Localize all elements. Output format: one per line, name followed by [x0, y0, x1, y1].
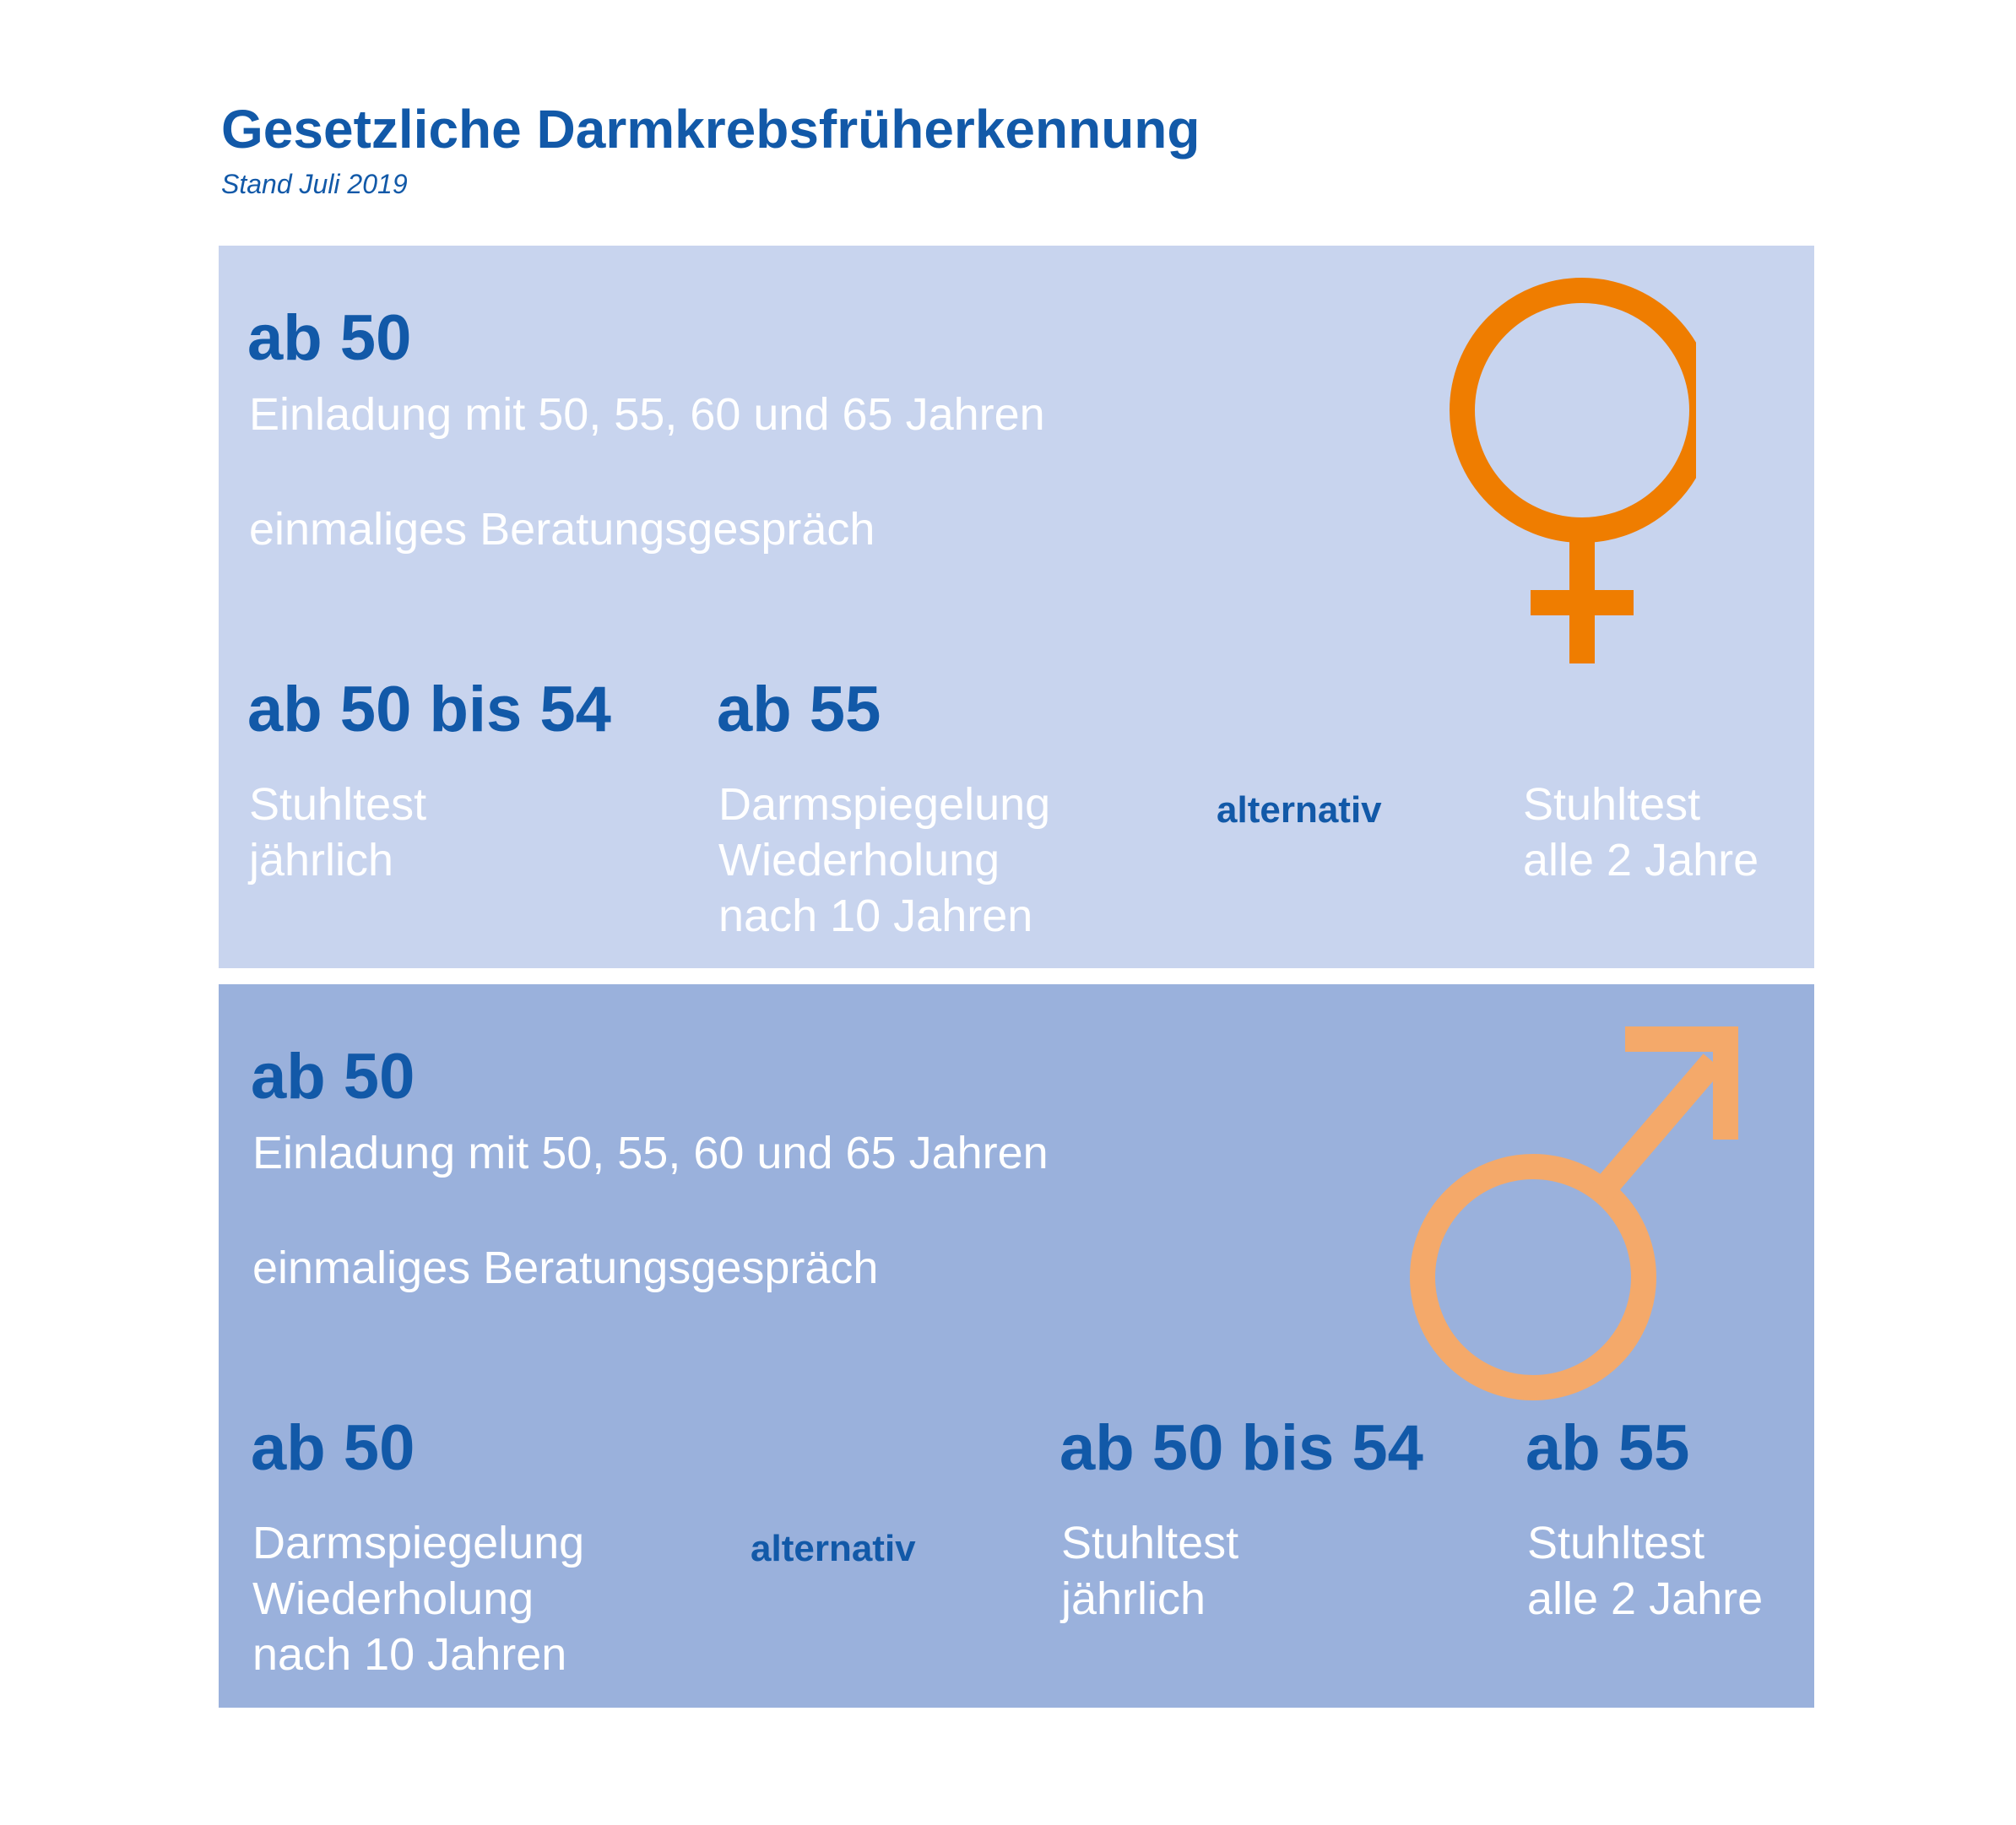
female-option-3-text: Stuhltest alle 2 Jahre [1523, 779, 1759, 885]
female-symbol-icon [1443, 271, 1696, 668]
male-invitation-text: Einladung mit 50, 55, 60 und 65 Jahren [252, 1128, 1049, 1178]
male-alternative-label: alternativ [751, 1528, 916, 1569]
male-panel [219, 984, 1814, 1708]
female-option-2-age: ab 55 [717, 674, 881, 745]
female-option-1-text: Stuhltest jährlich [249, 779, 427, 885]
male-consultation-text: einmaliges Beratungsgespräch [252, 1243, 879, 1293]
female-consultation-text: einmaliges Beratungsgespräch [249, 504, 875, 555]
page-title: Gesetzliche Darmkrebsfrüherkennung [221, 99, 1200, 160]
male-symbol-icon [1409, 1026, 1755, 1415]
male-option-3-text: Stuhltest alle 2 Jahre [1527, 1518, 1764, 1624]
female-invitation-text: Einladung mit 50, 55, 60 und 65 Jahren [249, 389, 1045, 440]
female-option-1-age: ab 50 bis 54 [247, 674, 611, 745]
male-option-1-text: Darmspiegelung Wiederholung nach 10 Jahren [252, 1518, 585, 1680]
male-option-2-age: ab 50 bis 54 [1059, 1412, 1423, 1484]
female-age-heading: ab 50 [247, 302, 412, 374]
female-alternative-label: alternativ [1217, 789, 1382, 831]
page-subtitle: Stand Juli 2019 [221, 169, 408, 199]
male-option-1-age: ab 50 [251, 1412, 415, 1484]
male-option-2-text: Stuhltest jährlich [1061, 1518, 1239, 1624]
female-option-2-text: Darmspiegelung Wiederholung nach 10 Jahren [718, 779, 1051, 941]
male-option-3-age: ab 55 [1526, 1412, 1690, 1484]
male-age-heading: ab 50 [251, 1041, 415, 1113]
female-panel [219, 246, 1814, 968]
